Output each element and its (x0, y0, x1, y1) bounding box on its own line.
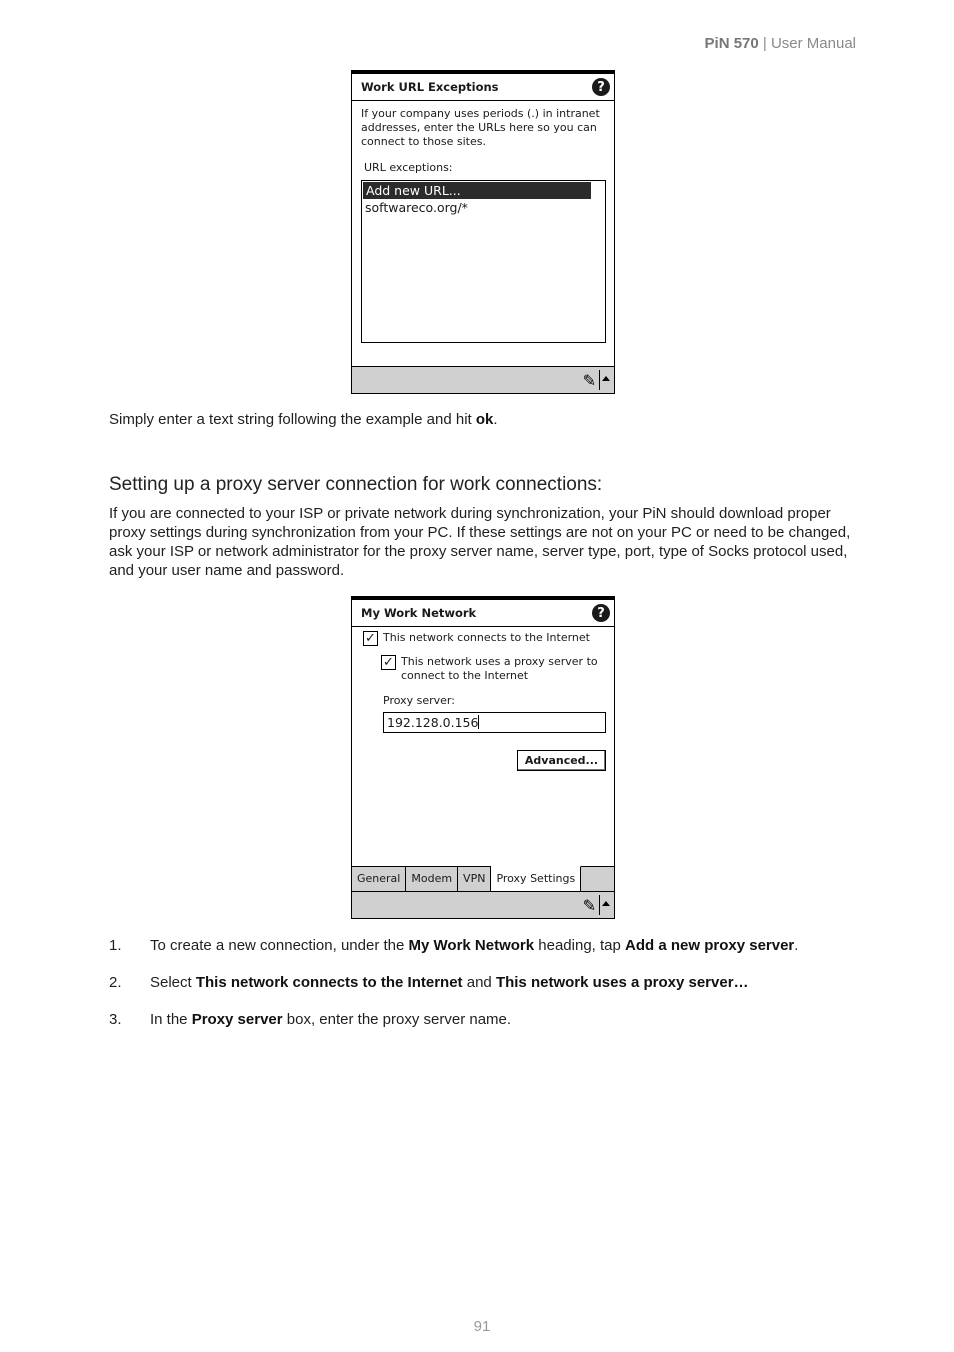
my-work-network-screenshot (351, 596, 615, 919)
tab-modem[interactable]: Modem (406, 867, 458, 891)
checkbox-label-line1: This network uses a proxy server to (401, 655, 598, 668)
divider (599, 370, 600, 390)
step-text-part: To create a new connection, under the (150, 937, 409, 954)
intro-text: If your company uses periods (.) in intranet addresses, enter the URLs here so you can connect to those sites. (361, 107, 600, 148)
page-header (705, 35, 856, 52)
check-icon[interactable]: ✓ (363, 631, 378, 646)
divider (599, 895, 600, 915)
command-bar (352, 891, 614, 918)
step-text (150, 1010, 511, 1029)
header-separator: | (758, 35, 771, 52)
page-number: 91 (473, 1318, 491, 1335)
tab-general[interactable]: General (352, 867, 406, 891)
help-icon[interactable]: ? (592, 78, 610, 96)
manual-title: User Manual (770, 35, 856, 52)
internet-checkbox-row[interactable] (363, 631, 590, 646)
sip-arrow-icon[interactable] (602, 901, 610, 906)
tab-proxy-settings[interactable]: Proxy Settings (491, 866, 581, 891)
step-bold: Proxy server (191, 1011, 283, 1028)
sip-arrow-icon[interactable] (602, 376, 610, 381)
screen-title: Work URL Exceptions (361, 80, 499, 94)
step-text (150, 936, 798, 955)
command-bar (352, 366, 614, 393)
text-caret (478, 715, 479, 729)
step-text-part: and (462, 974, 496, 991)
list-item-url[interactable]: softwareco.org/* (365, 200, 468, 215)
step-bold: This network connects to the Internet (195, 974, 463, 991)
para-bold: ok (475, 411, 494, 428)
screen-title: My Work Network (361, 606, 477, 620)
url-exceptions-label: URL exceptions: (364, 161, 453, 174)
step-bold: Add a new proxy server (625, 937, 795, 954)
url-exceptions-list[interactable] (361, 180, 606, 343)
step-text-part: Select (150, 974, 196, 991)
check-icon[interactable]: ✓ (381, 655, 396, 670)
advanced-button[interactable]: Advanced... (517, 750, 606, 771)
screen-titlebar (352, 71, 614, 101)
section-heading: Setting up a proxy server connection for work connections: (109, 474, 603, 495)
pen-icon[interactable]: ✎ (582, 371, 596, 390)
work-url-exceptions-screenshot (351, 70, 615, 394)
checkbox-label: This network connects to the Internet (383, 631, 590, 644)
step-text-part: . (794, 937, 799, 954)
list-item-add-new-url[interactable]: Add new URL... (363, 182, 591, 199)
tab-bar (352, 866, 614, 891)
step-text-part: box, enter the proxy server name. (282, 1011, 512, 1028)
para-text: Simply enter a text string following the example and hit (109, 411, 476, 428)
product-name: PiN 570 (704, 35, 759, 52)
help-icon[interactable]: ? (592, 604, 610, 622)
checkbox-label-line2: connect to the Internet (401, 669, 529, 682)
step-number: 2. (109, 974, 122, 991)
proxy-checkbox-row[interactable] (381, 655, 598, 683)
proxy-intro-paragraph: If you are connected to your ISP or private network during synchronization, your PiN should download proper proxy settings during synchronization from your PC. If these settings are not on your PC or need to be changed, ask your ISP or network administrator for the proxy server name, server type, port, type of Socks protocol used, and your user name and password. (109, 505, 851, 579)
step-text-part: heading, tap (534, 937, 626, 954)
instruction-paragraph (109, 410, 859, 429)
para-text-end: . (493, 411, 498, 428)
step-bold: My Work Network (408, 937, 535, 954)
step-number: 3. (109, 1011, 122, 1028)
step-text-part: In the (150, 1011, 192, 1028)
tab-vpn[interactable]: VPN (458, 867, 491, 891)
proxy-server-input[interactable] (383, 712, 606, 733)
checkbox-label (401, 655, 598, 683)
step-number: 1. (109, 937, 122, 954)
screen-titlebar (352, 597, 614, 627)
step-bold: This network uses a proxy server… (495, 974, 749, 991)
proxy-server-value: 192.128.0.156 (387, 715, 479, 730)
step-text (150, 973, 749, 992)
pen-icon[interactable]: ✎ (582, 896, 596, 915)
proxy-server-label: Proxy server: (383, 694, 455, 707)
